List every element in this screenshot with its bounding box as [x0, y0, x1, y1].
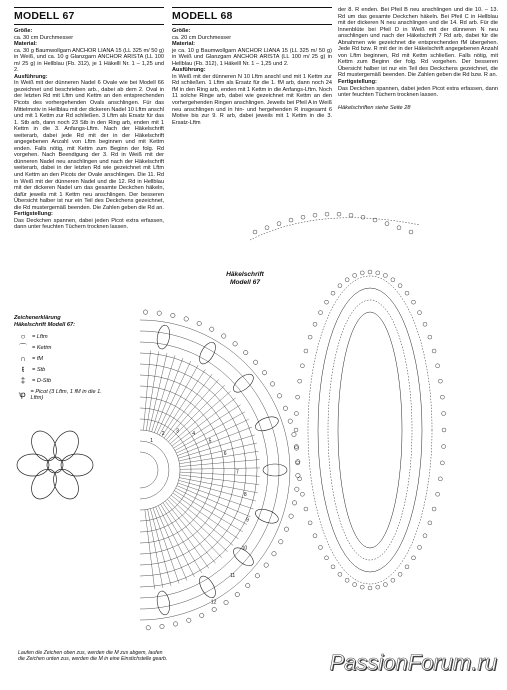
picot [277, 222, 281, 226]
fertigstellung-label: Fertigstellung: [338, 79, 377, 86]
stitch-line [179, 478, 258, 493]
diagram-title-line2: Modell 67 [229, 279, 261, 286]
picot [349, 213, 353, 217]
picot [187, 618, 191, 622]
diagram-title [210, 271, 280, 287]
stitch-line [180, 472, 260, 476]
picot [423, 322, 427, 326]
picot [432, 507, 436, 511]
picot [428, 335, 432, 339]
stitch-line [161, 374, 212, 438]
modell-68-title: MODELL 68 [172, 7, 332, 25]
picot [294, 411, 298, 415]
connector-arc [250, 218, 420, 240]
picot [438, 379, 442, 383]
picot-symbol-icon: ꝕ [18, 389, 26, 399]
picot [428, 521, 432, 525]
fertigstellung-value: Das Deckchen spannen, dabei jeden Picot extra erfassen, dann unter feuchten Tüchern trocknen lassen. [14, 217, 164, 231]
picot [318, 311, 322, 315]
picot [411, 556, 415, 560]
stitch-line [145, 510, 155, 589]
picot [224, 600, 228, 604]
round-number: 7 [235, 469, 239, 476]
picot [325, 212, 329, 216]
stitch-line [148, 509, 163, 588]
groesse-value: ca. 20 cm Durchmesser [172, 34, 232, 41]
fertigstellung-label: Fertigstellung: [14, 211, 53, 218]
picot [440, 461, 444, 465]
picot [235, 592, 239, 596]
round-number: 2 [161, 431, 165, 438]
legend-item: ⌒ = Kettm [14, 343, 109, 354]
picot [200, 613, 204, 617]
picot [368, 270, 372, 274]
picot [436, 492, 440, 496]
picot [301, 215, 305, 219]
flower-petal [48, 465, 83, 504]
picot [262, 371, 266, 375]
picot [436, 364, 440, 368]
material-value: ca. 30 g Baumwollgarn ANCHOR LIANA 15 (LL 325 m/ 50 g) in Weiß, und ca. 10 g Glanzgarn ANCHOR ARISTA (LL 100 m/ 25 g) in Hellblau (Fb. 312), je 1 Häkelll Nr. 1 – 1,25 und 2. [14, 47, 164, 74]
picot [360, 271, 364, 275]
round-arc [140, 320, 290, 620]
picot [331, 565, 335, 569]
picot [325, 300, 329, 304]
picot [345, 278, 349, 282]
round-arc [140, 452, 158, 488]
picot [418, 545, 422, 549]
round-arc [140, 419, 191, 521]
flower-center [47, 457, 63, 473]
picot [385, 222, 389, 226]
picot [391, 278, 395, 282]
picot [265, 226, 269, 230]
round-number: 11 [229, 573, 236, 580]
ausfuehrung-label: Ausführung: [14, 73, 48, 80]
picot [157, 311, 161, 315]
picot [345, 578, 349, 582]
stitch-line [153, 508, 179, 584]
picot [160, 624, 164, 628]
picot [376, 585, 380, 589]
picot [300, 492, 304, 496]
round-number: 4 [192, 430, 196, 437]
picot [288, 419, 292, 423]
picot [292, 501, 296, 505]
round-number: 5 [208, 438, 212, 445]
oval-ring [328, 300, 412, 560]
flower-petal [17, 454, 49, 476]
picot [423, 534, 427, 538]
picot [304, 349, 308, 353]
picot [255, 574, 259, 578]
round-arc [140, 364, 246, 576]
picot [383, 273, 387, 277]
ausfuehrung-value: In Weiß mit der dünneren N 10 Lftm anschl und mit 1 Kettm zur Rd schließen. 1 Lftm als Ersatz für die 1. fM arb, dann noch 24 fM in den Ring arb, enden mit 1 Kettm in die Anfangs-Lftm. Noch 11 solche Ringe arb, dabei wie gezeichnet mit Kettm an den vorhergehenden Ringen anschlingen. Jeweils bei Pfeil A in Weiß neu anschlingen und in hin- und hergehenden R insgesamt 6 Motive bis zur 9. R arb, dabei jeweils mit 1 Kettm in die 3. Ersatz-Lftm [172, 73, 332, 126]
see-page-note: Häkelschriften siehe Seite 28 [338, 104, 411, 111]
round-number: 3 [176, 428, 179, 435]
stitch-line [172, 398, 236, 446]
petal [155, 590, 171, 616]
material-label: Material: [14, 41, 38, 48]
single-crochet-symbol-icon: ∩ [20, 354, 26, 364]
chain-symbol-icon: ○ [20, 332, 26, 342]
picot [296, 395, 300, 399]
picot [338, 572, 342, 576]
picot [411, 300, 415, 304]
picot [264, 563, 268, 567]
picot [296, 461, 300, 465]
oval-ring [308, 276, 432, 584]
picot [442, 445, 446, 449]
round-number: 6 [223, 451, 227, 458]
picot [405, 291, 409, 295]
treble-crochet-symbol-icon: ‡ [20, 376, 26, 386]
round-arc [140, 441, 169, 499]
slip-stitch-symbol-icon: ⌒ [19, 343, 27, 353]
round-arc [140, 331, 279, 609]
picot [298, 379, 302, 383]
picot [143, 310, 147, 314]
footnote: Laufen die Zeichen oben zus, werden die M zus abgem, laufen die Zeichen unten zus, werden die M in eine Einstichstelle gearb. [18, 650, 168, 663]
picot [197, 321, 201, 325]
picot [289, 514, 293, 518]
picot [383, 583, 387, 587]
picot [244, 350, 248, 354]
picot [325, 556, 329, 560]
picot [353, 273, 357, 277]
round-arc [140, 342, 268, 598]
stitch-line [180, 468, 260, 469]
stitch-line [179, 480, 256, 501]
legend-item: ‡ = D-Stb [14, 376, 109, 387]
stitch-line [178, 483, 254, 509]
picot [398, 284, 402, 288]
round-number: 1 [150, 437, 154, 444]
stitch-line [176, 419, 249, 453]
picot [173, 622, 177, 626]
picot [405, 565, 409, 569]
picot [289, 218, 293, 222]
ausfuehrung-value: In Weiß mit der dünneren Nadel 6 Ovale wie bei Modell 66 gezeichnet und beschrieben arb., dabei ab dem 2. Oval in der letzten Rd mit Lftm und Kettm an den entsprechenden Picots des vorhergehenden Ovals anschlingen. Für das Mittelmotiv in Hellblau mit der dickeren Nadel 10 Lftm anschl und mit 1 Kettm zur Rd schließen. 3 Lftm als Ersatz für das 1. Stb arb, dann noch 23 Stb in den Ring arb, enden mit 1 Kettm in die 3. Anfangs-Lftm. Nach der Häkelschrift weiterarb, dabei jede Rd mit der in der Häkelschrift angegebenen Anzahl von Lftm beginnen und mit Kettm enden. Falls nötig, mit Kettm zum Beginn der folg. Rd vorgehen. Nach Beendigung der 3. Rd in Weiß mit der dünneren Nadel neu anschlingen und nach der Häkelschrift weiterarb, dabei in der letzten Rd wie gezeichnet mit Lftm und Kettm an den Picots der Ovale anschlingen. Die 11. Rd in Weiß mit der dünneren Nadel und die 12. Rd in Hellblau mit der dickeren Nadel um das gesamte Deckchen häkeln, dafür jeweils mit 1 Kettm neu anschlingen. Der besseren Übersicht halber ist nur ein Teil des Deckchens gezeichnet, die Rd mustergemäß beenden. Die Zahlen geben die Rd an. [14, 80, 164, 211]
picot [418, 311, 422, 315]
picot [292, 432, 296, 436]
stitch-line [157, 361, 191, 434]
picot [283, 406, 287, 410]
picot [440, 395, 444, 399]
oval-ring [338, 312, 402, 548]
material-label: Material: [172, 41, 196, 48]
picot [442, 411, 446, 415]
legend [14, 315, 109, 403]
legend-title-1: Zeichenerklärung [14, 315, 61, 321]
picot [294, 428, 298, 432]
picot [184, 317, 188, 321]
picot [298, 477, 302, 481]
picot [284, 527, 288, 531]
oval-ring [318, 288, 422, 572]
picot [368, 586, 372, 590]
picot [146, 626, 150, 630]
continuation-text: der 8. R enden. Bei Pfeil B neu anschlingen und die 10. – 13. Rd um das gesamte Deckchen häkeln. Bei Pfeil C in Hellblau mit der dickeren N neu anschlingen und die 14. Rd arb. Für die Innenblüte bei Pfeil D in Weiß mit der dünneren N neu anschlingen und nach der Häkelschrift 7 Rd arb, dabei für die Abnahmen wie gezeichnet die entsprechenden fM übergehen. Jede Rd bzw. R mit der in der Häkelschrift angegebenen Anzahl von Lftm beginnen, Rd mit Kettm schließen. Falls nötig, mit Kettm zum Beginn der folg. Rd vorgehen. Der besseren Übersicht halber ist nur ein Teil des Deckchens gezeichnet, die Rd mustergemäß beenden. Die Zahlen geben die Rd bzw. R an. [338, 7, 498, 79]
picot [233, 342, 237, 346]
picot [398, 572, 402, 576]
picot [279, 540, 283, 544]
diagram-title-line1: Häkelschrift [226, 271, 264, 278]
groesse-value: ca. 30 cm Durchmesser [14, 34, 74, 41]
picot [300, 364, 304, 368]
round-arc [140, 408, 202, 532]
picot [253, 230, 257, 234]
picot [272, 552, 276, 556]
round-arc [140, 430, 180, 510]
ausfuehrung-label: Ausführung: [172, 67, 206, 74]
watermark-logo: PassionForum.ru [329, 650, 497, 675]
picot [253, 360, 257, 364]
picot [308, 335, 312, 339]
picot [304, 507, 308, 511]
petal [155, 324, 171, 350]
picot [438, 477, 442, 481]
round-number: 12 [210, 599, 217, 606]
stitch-line [146, 351, 159, 430]
round-number: 10 [241, 545, 248, 552]
flower-petal [61, 454, 93, 476]
stitch-line [158, 506, 194, 577]
double-crochet-symbol-icon: ŧ [21, 365, 25, 375]
legend-item: ○ = Lftm [14, 332, 109, 343]
picot [391, 578, 395, 582]
stitch-line [156, 507, 187, 581]
modell-67-title: MODELL 67 [14, 7, 164, 25]
stitch-line [177, 486, 251, 517]
groesse-label: Größe: [172, 28, 191, 34]
round-number: 8 [243, 491, 247, 498]
picot [313, 322, 317, 326]
picot [353, 583, 357, 587]
picot [442, 428, 446, 432]
petal [263, 464, 287, 476]
legend-item: ꝕ = Picot (3 Lftm, 1 fM in die 1. Lftm) [14, 387, 109, 403]
flower-petal [26, 427, 61, 466]
picot [376, 271, 380, 275]
picot [171, 313, 175, 317]
picot [313, 534, 317, 538]
picot [409, 230, 413, 234]
picot [308, 521, 312, 525]
legend-item: ŧ = Stb [14, 365, 109, 376]
picot [331, 291, 335, 295]
petal [254, 506, 281, 525]
picot [338, 284, 342, 288]
picot [270, 382, 274, 386]
stitch-line [176, 488, 247, 524]
stitch-line [180, 451, 259, 464]
round-arc [140, 386, 224, 554]
picot [432, 349, 436, 353]
picot [373, 218, 377, 222]
legend-item: ∩ = fM [14, 354, 109, 365]
picot [313, 213, 317, 217]
picot [212, 607, 216, 611]
picot [397, 226, 401, 230]
picot [277, 394, 281, 398]
stitch-line [180, 475, 259, 485]
stitch-line [150, 509, 171, 586]
material-value: je ca. 10 g Baumwollgarn ANCHOR LIANA 15 (LL 325 m/ 50 g) in Weiß und Glanzgarn ANCHOR ARISTA (LL 100 m/ 25 g) in Hellblau (Fb. 312), 1 Häkelll Nr. 1 – 1,25 und 2. [172, 47, 332, 67]
fertigstellung-value: Das Deckchen spannen, dabei jeden Picot extra erfassen, dann unter feuchten Tüchern trocknen lassen. [338, 85, 498, 99]
legend-title [14, 315, 109, 328]
petal [254, 414, 281, 433]
picot [361, 215, 365, 219]
groesse-label: Größe: [14, 28, 33, 34]
round-arc [140, 353, 257, 587]
picot [210, 327, 214, 331]
picot [360, 585, 364, 589]
picot [295, 487, 299, 491]
stitch-line [180, 460, 260, 467]
stitch-line [143, 350, 150, 430]
round-arc [140, 375, 235, 565]
picot [246, 583, 250, 587]
picot [222, 334, 226, 338]
picot [318, 545, 322, 549]
flower-petal [48, 427, 83, 466]
picot [337, 212, 341, 216]
legend-title-2: Häkelschrift Modell 67: [14, 321, 75, 328]
flower-petal [26, 465, 61, 504]
round-number: 9 [246, 517, 249, 524]
